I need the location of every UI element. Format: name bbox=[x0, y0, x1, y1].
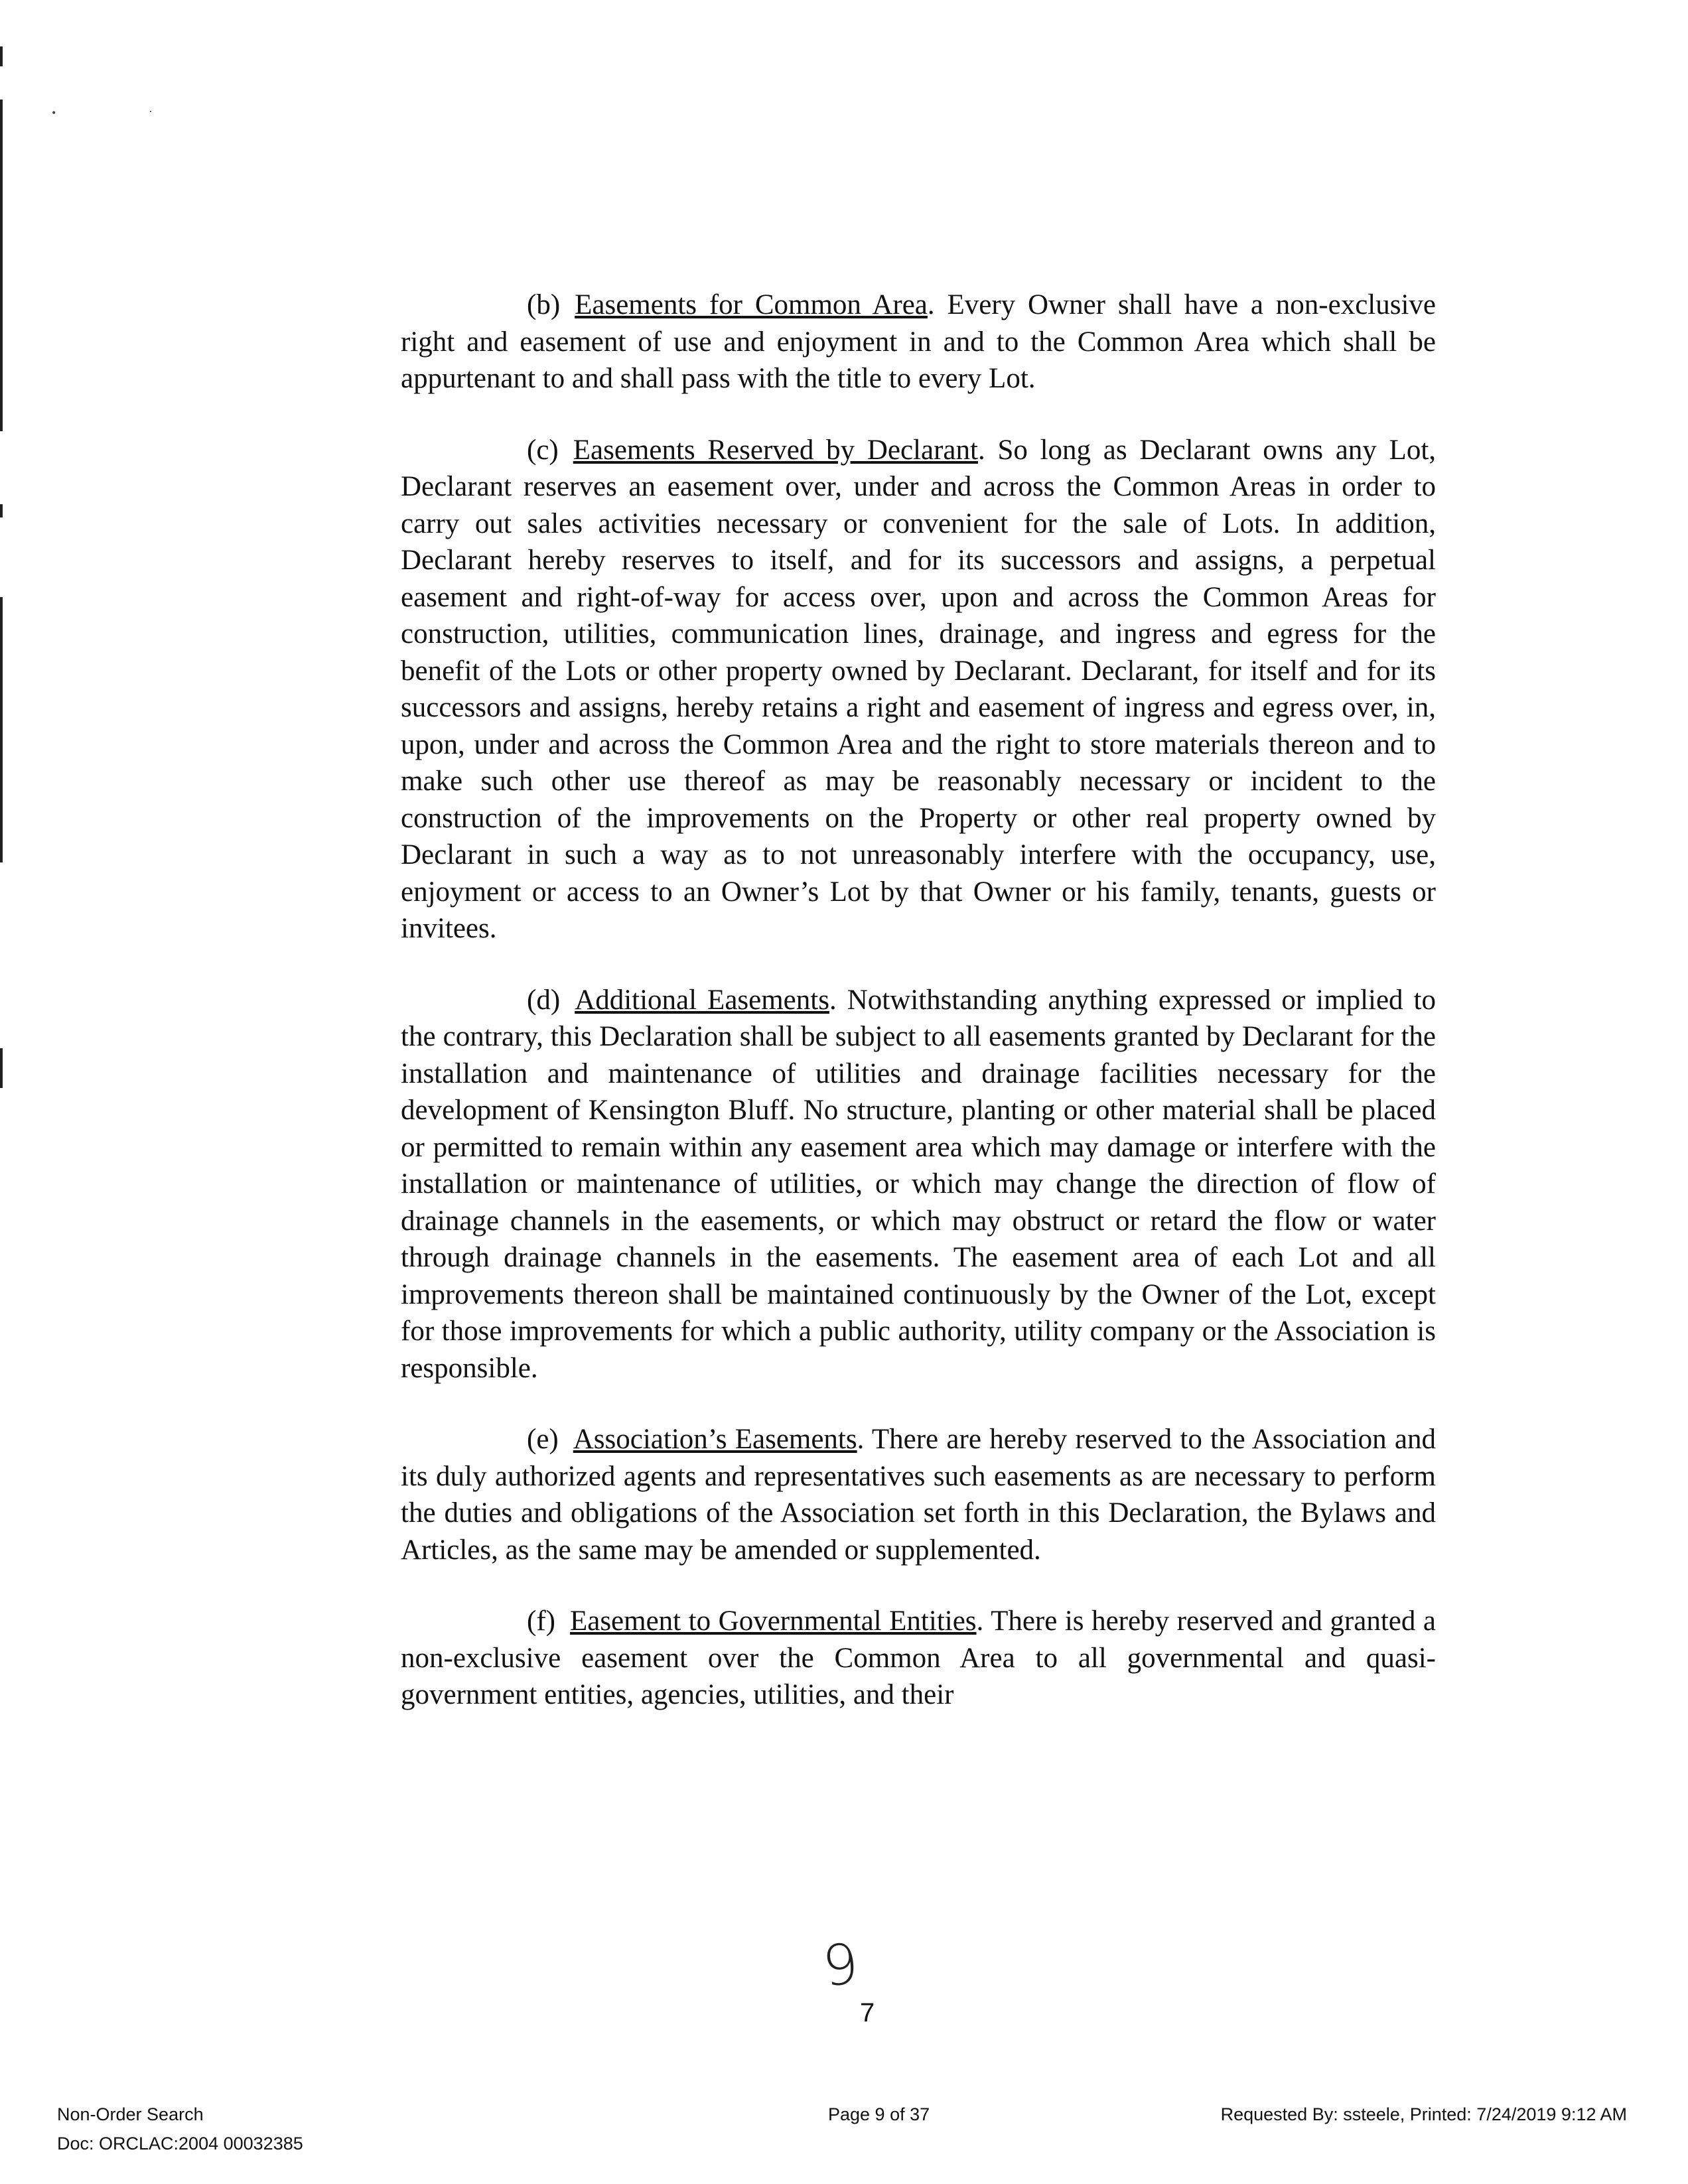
scan-mark bbox=[0, 46, 3, 66]
paragraph-d bbox=[401, 982, 1436, 1387]
paragraph-f bbox=[401, 1603, 1436, 1714]
scan-mark bbox=[0, 1048, 3, 1088]
document-body bbox=[401, 287, 1436, 1748]
scan-mark bbox=[0, 597, 3, 862]
paragraph-text: . There is hereby reserved and granted a non-exclusive easement over the Common Area to all governmental and quasi-government entities, agencies, utilities, and their bbox=[401, 1605, 1436, 1710]
footer-search-type: Non-Order Search bbox=[57, 2104, 204, 2124]
paragraph-marker: (c) bbox=[527, 434, 559, 466]
paragraph-heading: Easements for Common Area bbox=[575, 289, 928, 320]
paragraph-b bbox=[401, 287, 1436, 397]
paragraph-marker: (b) bbox=[527, 289, 561, 320]
scan-edge bbox=[0, 0, 4, 2184]
scan-mark bbox=[0, 504, 3, 517]
paragraph-text: . Every Owner shall have a non-exclusive right and easement of use and enjoyment in and to the Common Area which shall be appurtenant to and shall pass with the title to every Lot. bbox=[401, 289, 1436, 394]
paragraph-text: . So long as Declarant owns any Lot, Declarant reserves an easement over, under and across the Common Areas in order to carry out sales activities necessary or convenient for the sale of Lots. In addition, Declarant hereby reserves to itself, and for its successors and assigns, a perpetual easement and right-of-way for access over, upon and across the Common Areas for construction, utilities, communication lines, drainage, and ingress and egress for the benefit of the Lots or other property owned by Declarant. Declarant, for itself and for its successors and assigns, hereby retains a right and easement of ingress and egress over, in, upon, under and across the Common Area and the right to store materials thereon and to make such other use thereof as may be reasonably necessary or incident to the construction of the improvements on the Property or other real property owned by Declarant in such a way as to not unreasonably interfere with the occupancy, use, enjoyment or access to an Owner’s Lot by that Owner or his family, tenants, guests or invitees. bbox=[401, 434, 1437, 944]
handwritten-page-number: 9 bbox=[819, 1931, 862, 2000]
paragraph-marker: (d) bbox=[527, 984, 561, 1016]
scan-mark bbox=[0, 100, 3, 431]
paragraph-heading: Easement to Governmental Entities bbox=[569, 1605, 977, 1637]
footer-doc-id: Doc: ORCLAC:2004 00032385 bbox=[57, 2134, 303, 2153]
footer-requested-by: Requested By: ssteele, Printed: 7/24/2019 9:12 AM bbox=[1220, 2104, 1627, 2124]
paragraph-heading: Easements Reserved by Declarant bbox=[573, 434, 978, 466]
scan-speck: • bbox=[52, 106, 56, 119]
paragraph-e bbox=[401, 1421, 1436, 1568]
paragraph-heading: Additional Easements bbox=[575, 984, 829, 1016]
printed-page-number: 7 bbox=[860, 1998, 875, 2027]
paragraph-c bbox=[401, 432, 1436, 947]
scan-speck: · bbox=[149, 105, 153, 118]
paragraph-text: . There are hereby reserved to the Association and its duly authorized agents and representatives such easements as are necessary to perform the duties and obligations of the Association set forth in this Declaration, the Bylaws and Articles, as the same may be amended or supplemented. bbox=[401, 1424, 1436, 1566]
paragraph-heading: Association’s Easements bbox=[573, 1424, 857, 1455]
footer-page-count: Page 9 of 37 bbox=[828, 2104, 930, 2124]
paragraph-marker: (f) bbox=[527, 1605, 555, 1637]
paragraph-marker: (e) bbox=[527, 1424, 559, 1455]
paragraph-text: . Notwithstanding anything expressed or implied to the contrary, this Declaration shall be subject to all easements granted by Declarant for the installation and maintenance of utilities and drainage facilities necessary for the development of Kensington Bluff. No structure, planting or other material shall be placed or permitted to remain within any easement area which may damage or interfere with the installation or maintenance of utilities, or which may change the direction of flow of drainage channels in the easements, or which may obstruct or retard the flow or water through drainage channels in the easements. The easement area of each Lot and all improvements thereon shall be maintained continuously by the Owner of the Lot, except for those improvements for which a public authority, utility company or the Association is responsible. bbox=[401, 984, 1436, 1384]
